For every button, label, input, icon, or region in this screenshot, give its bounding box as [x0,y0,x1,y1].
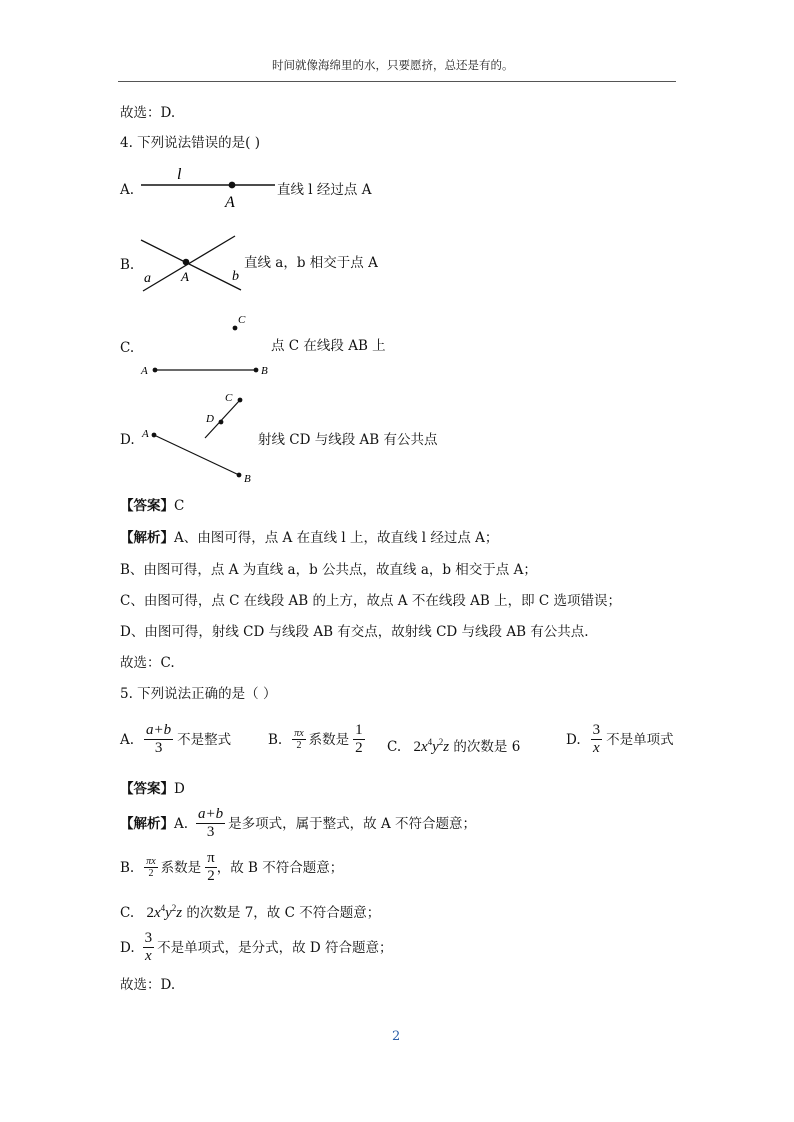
option-label: D. [566,731,581,748]
option-label: C. [387,739,402,755]
answer-value: D [174,781,185,797]
numerator: πx [294,728,304,739]
point-d-label: D [206,413,214,425]
q4-option-b-label: B. [120,257,135,273]
point-b [237,473,242,478]
q5-option-d [566,722,674,757]
fraction [143,930,155,965]
line-l-label: l [177,166,182,183]
coef: 2 [146,905,154,921]
line-a-label: a [144,271,151,286]
point-c-label: C [225,392,233,404]
option-label: B. [120,859,135,876]
prev-answer: 故选：D. [120,105,176,121]
analysis-text: 是多项式，属于整式，故 A 不符合题意； [228,815,477,832]
q5-option-b [268,722,365,757]
q5-analysis-c [120,899,380,922]
q4-analysis-line-1 [120,529,498,547]
option-label: D. [120,939,135,956]
answer-tag: 【答案】 [120,498,174,514]
point-a-label: A [181,269,189,284]
fraction [205,850,217,885]
option-text: 不是单项式 [606,731,674,748]
header-rule [118,81,676,82]
analysis-text: A、由图可得，点 A 在直线 l 上，故直线 l 经过点 A； [174,530,499,546]
point-b [254,368,259,373]
fraction [144,722,173,757]
point-c-label: C [238,314,246,326]
fraction-small [292,728,305,751]
point-a [152,433,157,438]
q5-stem: 5. 下列说法正确的是（ ） [120,686,277,702]
option-text: 不是整式 [177,731,232,748]
numerator: πx [146,856,156,867]
var-y: y [165,905,172,921]
q4-option-a-text: 直线 l 经过点 A [277,182,372,198]
line-b-label: b [232,269,239,284]
header-motto: 时间就像海绵里的水，只要愿挤，总还是有的。 [272,58,514,72]
analysis-tag: 【解析】 [120,530,174,546]
denominator: 3 [206,824,215,840]
q5-conclusion: 故选：D. [120,977,176,993]
q4-option-d-label: D. [120,432,135,448]
var-y: y [432,739,439,755]
q4-figure-b [135,228,250,298]
q4-figure-a [135,165,285,213]
q5-analysis-b [120,850,343,885]
numerator: a+b [146,722,172,738]
analysis-text: 的次数是 7，故 C 不符合题意； [186,905,381,921]
point-a-label: A [225,194,235,211]
denominator: 3 [154,740,163,756]
answer-tag: 【答案】 [120,781,174,797]
q4-option-c-text: 点 C 在线段 AB 上 [271,338,386,354]
denominator: x [145,948,152,964]
intersection-point [183,259,190,266]
numerator: 1 [355,722,363,738]
denominator: 2 [207,868,215,884]
option-mid: 系数是 [160,859,202,876]
fraction [196,806,225,841]
denominator: 2 [296,740,302,751]
monomial [413,739,449,755]
point-a-label: A [142,428,149,440]
exp-x: 4 [160,903,166,913]
q4-conclusion: 故选：C. [120,655,175,671]
q4-analysis-line-3: C、由图可得，点 C 在线段 AB 的上方，故点 A 不在线段 AB 上，即 C 选项错误； [120,593,621,609]
point-a [229,182,236,189]
q4-analysis-line-4: D、由图可得，射线 CD 与线段 AB 有交点，故射线 CD 与线段 AB 有公共点. [120,624,589,640]
analysis-text: 不是单项式，是分式，故 D 符合题意； [157,939,393,956]
q4-option-c-label: C. [120,340,135,356]
option-text: 的次数是 6 [453,739,521,755]
option-label: C. [120,905,135,921]
q4-figure-d [135,386,265,488]
analysis-text: ，故 B 不符合题意； [216,859,344,876]
exp-y: 2 [438,737,444,747]
var-z: z [176,905,183,921]
point-a [153,368,158,373]
denominator: 2 [148,868,154,879]
var-z: z [443,739,450,755]
denominator: x [593,740,600,756]
numerator: 3 [592,722,601,738]
fraction [353,722,365,757]
option-mid: 系数是 [308,731,350,748]
option-label: A. [120,731,135,748]
fraction-small [144,856,157,879]
q5-option-c [387,733,520,756]
coef: 2 [413,739,421,755]
denominator: 2 [355,740,363,756]
segment-ab [154,435,239,475]
q5-analysis-d [120,930,393,965]
numerator: π [207,850,215,866]
q5-option-a [120,722,231,757]
answer-value: C [174,498,185,514]
fraction [591,722,603,757]
point-b-label: B [261,365,268,377]
q4-option-a-label: A. [120,182,135,198]
q5-analysis-a [120,806,476,841]
analysis-tag: 【解析】 [120,815,174,832]
numerator: a+b [198,806,224,822]
exp-x: 4 [427,737,433,747]
page-number: 2 [392,1029,401,1044]
q4-answer [120,497,184,515]
point-a-label: A [141,365,148,377]
exp-y: 2 [171,903,177,913]
var-x: x [153,905,161,921]
option-label: A. [174,815,189,832]
q4-option-d-text: 射线 CD 与线段 AB 有公共点 [258,432,438,448]
point-b-label: B [244,473,251,485]
q4-analysis-line-2: B、由图可得，点 A 为直线 a，b 公共点，故直线 a，b 相交于点 A； [120,562,537,578]
q4-figure-c [135,308,280,380]
q4-stem: 4. 下列说法错误的是( ) [120,135,260,151]
q5-answer [120,780,185,798]
option-label: B. [268,731,283,748]
point-c [238,398,243,403]
monomial [146,905,182,921]
var-x: x [420,739,428,755]
q4-option-b-text: 直线 a，b 相交于点 A [244,255,378,271]
point-c [233,326,238,331]
point-d [219,420,224,425]
numerator: 3 [144,930,153,946]
